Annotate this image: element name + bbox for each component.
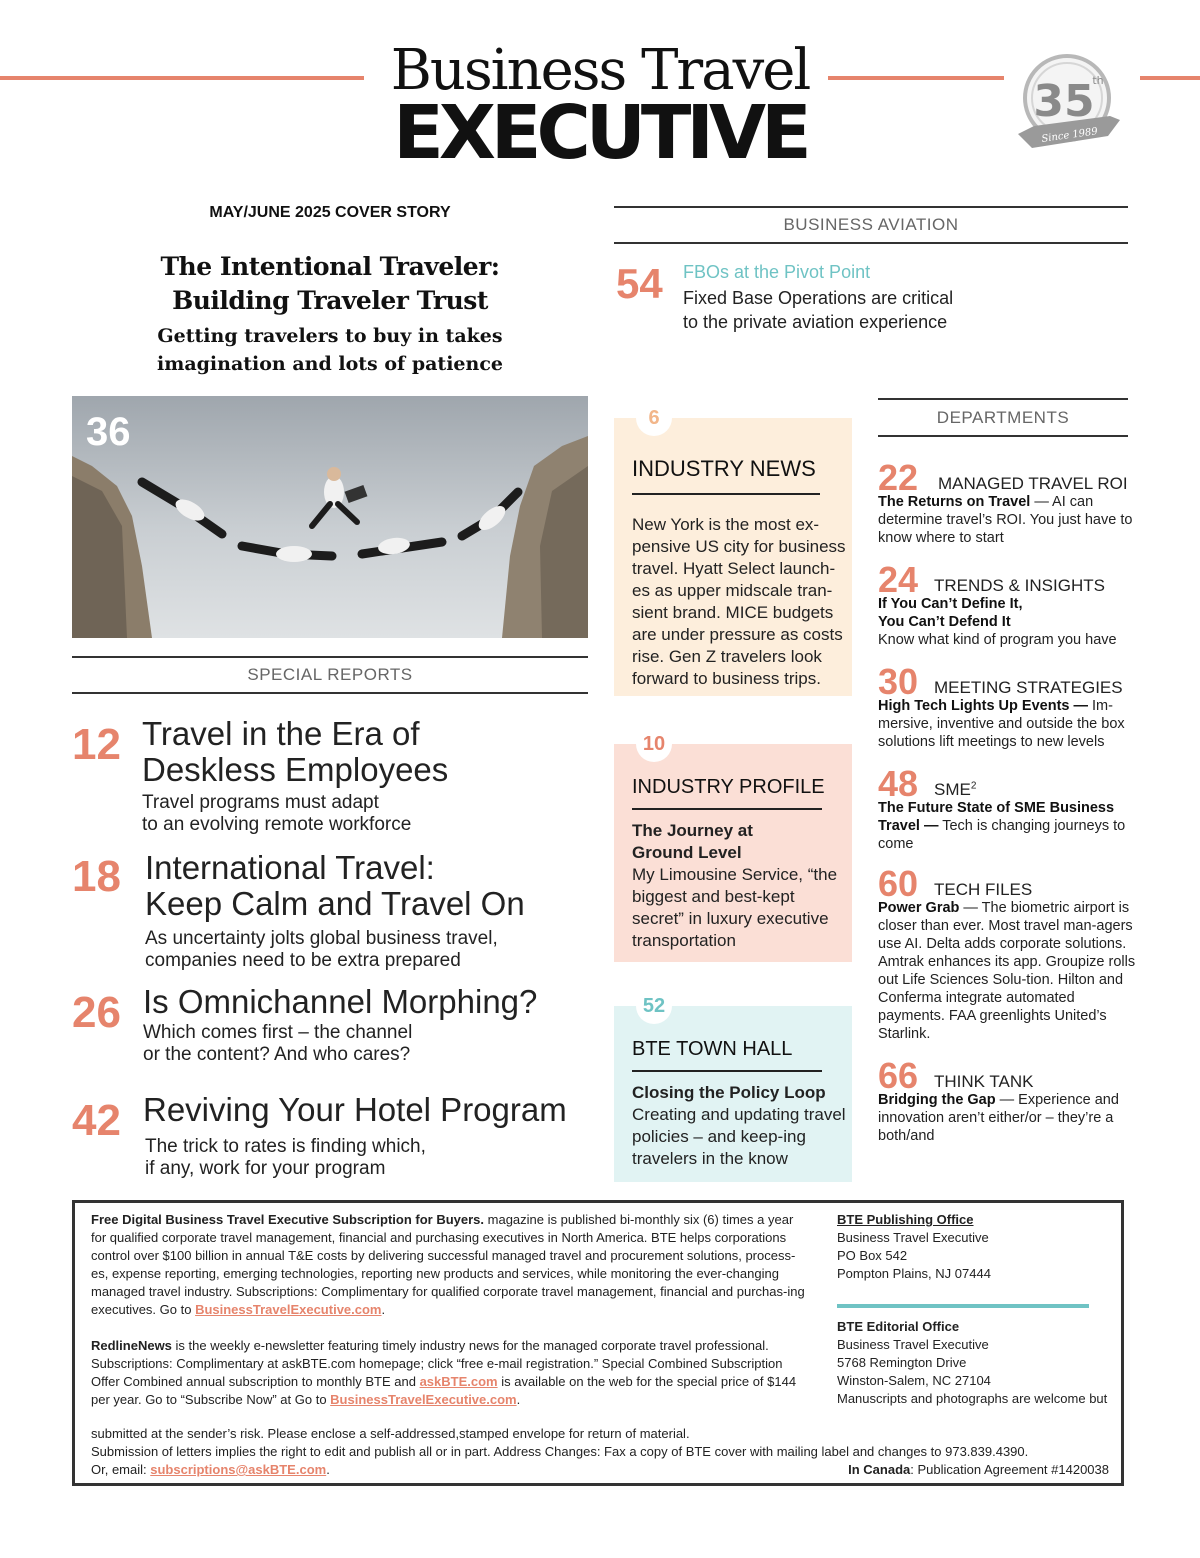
special-report-desc xyxy=(142,792,411,836)
submission-note: Submission of letters implies the right to edit and publish all or in part. Address Changes: Fax a copy of BTE cover with mailing label and changes to 973.839.4390. xyxy=(91,1444,1029,1459)
subscription-paragraph: Free Digital Business Travel Executive Subscription for Buyers. magazine is published bi-monthly six (6) times a year for qualified corporate travel management, financial and purchasing executives in North America. BTE helps corporations control over $100 billion in annual T&E costs by delivering successful managed travel and procurement solutions, process-es, expense reporting, emerging technologies, reporting new products and services, while monitoring the ever-changing managed travel industry. Subscriptions: Complimentary for qualified corporate travel management, financial and purchas-ing executives. Go to BusinessTravelExecutive.com. xyxy=(91,1212,805,1317)
email-link[interactable]: subscriptions@askBTE.com xyxy=(150,1462,327,1477)
business-aviation-article[interactable] xyxy=(614,256,1128,336)
masthead-rule-right xyxy=(828,76,1004,80)
department-desc xyxy=(878,899,1136,1043)
badge-since: Since 1989 xyxy=(1040,126,1099,145)
cover-page-number: 36 xyxy=(86,410,131,454)
business-aviation-desc xyxy=(683,286,953,334)
cover-photo-illustration xyxy=(72,396,588,638)
special-report-title-line2: Keep Calm and Travel On xyxy=(145,885,525,922)
box-body-text: New York is the most ex-pensive US city for business travel. Hyatt Select launch-es as upper midscale tran-sient brand. MICE budgets are under pressure as costs rise. Gen Z travelers look forward to business trips. xyxy=(632,515,846,688)
redline-bold: RedlineNews xyxy=(91,1338,172,1353)
special-report-title-line2: Deskless Employees xyxy=(142,751,449,788)
departments-label: DEPARTMENTS xyxy=(936,408,1070,427)
canada-line xyxy=(848,1461,1109,1479)
cover-title-line1: The Intentional Traveler: xyxy=(160,252,500,281)
department-number: 30 xyxy=(878,661,919,702)
box-bold-title: Closing the Policy Loop xyxy=(632,1083,826,1102)
department-desc xyxy=(878,1091,1136,1145)
box-body-text: Creating and updating travel policies – and keep-ing travelers in the know xyxy=(632,1105,846,1168)
box-heading: INDUSTRY PROFILE xyxy=(632,776,825,798)
special-report-title-line1: International Travel: xyxy=(145,849,435,886)
canada-bold: In Canada xyxy=(848,1462,911,1477)
special-report-desc-line1: Travel programs must adapt xyxy=(142,792,379,813)
department-text: Im-mersive, inventive and outside the box solutions lift meetings to new levels xyxy=(878,698,1125,750)
cover-story-title[interactable] xyxy=(72,250,588,318)
box-page-number: 6 xyxy=(636,400,672,436)
special-reports-rule-top xyxy=(72,656,588,658)
submitted-note: submitted at the sender’s risk. Please enclose a self-addressed,stamped envelope for return of material. xyxy=(91,1426,690,1441)
special-report-number: 42 xyxy=(72,1096,121,1145)
masthead-logo[interactable] xyxy=(380,38,820,176)
anniversary-badge-icon xyxy=(1012,50,1122,160)
subscription-footer xyxy=(72,1200,1124,1486)
box-heading-rule xyxy=(632,808,822,810)
box-page-number: 10 xyxy=(636,726,672,762)
special-report-title-line1: Is Omnichannel Morphing? xyxy=(143,983,538,1020)
special-report-title xyxy=(143,1092,567,1128)
special-report-title-line1: Travel in the Era of xyxy=(142,715,420,752)
askbte-link[interactable]: askBTE.com xyxy=(419,1374,498,1389)
business-aviation-rule-top xyxy=(614,206,1128,208)
masthead-rule-left xyxy=(0,76,364,80)
publishing-office-line: PO Box 542 xyxy=(837,1248,908,1263)
cover-story-subtitle xyxy=(72,322,588,378)
publishing-office xyxy=(837,1211,1117,1283)
cover-story-label: MAY/JUNE 2025 COVER STORY xyxy=(209,204,451,221)
business-aviation-desc-line2: to the private aviation experience xyxy=(683,312,948,332)
department-bold-title: If You Can’t Define It, You Can’t Defend It xyxy=(878,596,1023,630)
editorial-office-line: Business Travel Executive xyxy=(837,1337,989,1352)
redline-text-2: is available on the web for the special price of $144 per year. Go to “Subscribe Now” at Go to xyxy=(91,1374,797,1407)
department-category-text: SME xyxy=(934,780,971,799)
redline-paragraph: RedlineNews is the weekly e-newsletter featuring timely industry news for the managed corporate travel professional. Subscriptions: Complimentary at askBTE.com homepage; click “free e-mail registration.” Special Combined Subscription Offer Combined annual subscription to monthly BTE and askBTE.com is available on the web for the special price of $144 per year. Go to “Subscribe Now” at Go to BusinessTravelExecutive.com. xyxy=(91,1338,797,1407)
special-report-desc-line2: if any, work for your program xyxy=(145,1158,386,1179)
department-desc xyxy=(878,799,1136,853)
subscription-text: magazine is published bi-monthly six (6) times a year for qualified corporate travel management, financial and purchasing executives in North America. BTE helps corporations control over $100 billion in annual T&E costs by delivering successful managed travel and procurement solutions, process-es, expense reporting, emerging technologies, reporting new products and services, while monitoring the ever-changing managed travel industry. Subscriptions: Complimentary for qualified corporate travel management, financial and purchas-ing executives. Go to xyxy=(91,1212,805,1317)
department-number: 24 xyxy=(878,559,919,600)
box-bold-line2: Ground Level xyxy=(632,843,742,862)
publishing-office-title: BTE Publishing Office xyxy=(837,1212,974,1227)
department-number: 48 xyxy=(878,763,919,804)
special-report-42[interactable] xyxy=(72,1092,592,1182)
special-report-desc xyxy=(145,1136,426,1180)
editorial-office-title: BTE Editorial Office xyxy=(837,1319,960,1334)
special-report-desc-line2: or the content? And who cares? xyxy=(143,1044,411,1065)
box-page-number: 52 xyxy=(636,988,672,1024)
special-report-desc-line1: The trick to rates is finding which, xyxy=(145,1136,426,1157)
email-prefix: Or, email: xyxy=(91,1462,151,1477)
redline-text: is the weekly e-newsletter featuring timely industry news for the managed corporate travel professional. Subscriptions: Complimentary at askBTE.com homepage; click “free e-mail registration.” Special Combined Subscription Offer Combined annual subscription to monthly BTE and xyxy=(91,1338,783,1389)
special-reports-label: SPECIAL REPORTS xyxy=(247,665,413,684)
department-bold-title: The Returns on Travel xyxy=(878,494,1031,510)
editorial-office xyxy=(837,1318,1123,1408)
department-60[interactable] xyxy=(878,863,1138,1046)
canada-text: : Publication Agreement #1420038 xyxy=(910,1462,1109,1477)
department-66[interactable] xyxy=(878,1055,1138,1150)
department-category: TRENDS & INSIGHTS xyxy=(934,576,1105,595)
department-text: — Experience and innovation aren’t either/or – they’re a both/and xyxy=(878,1092,1119,1144)
box-heading-rule xyxy=(632,493,820,495)
department-category-sup: 2 xyxy=(970,780,977,792)
editorial-office-line: Manuscripts and photographs are welcome but xyxy=(837,1391,1108,1406)
special-report-title xyxy=(142,716,448,788)
special-reports-rule-bottom xyxy=(72,692,588,694)
box-bold-line1: The Journey at xyxy=(632,821,753,840)
bte-town-hall-box[interactable] xyxy=(614,995,852,1182)
business-aviation-number: 54 xyxy=(616,260,663,307)
cover-subtitle-line2: imagination and lots of patience xyxy=(157,353,503,375)
special-report-desc xyxy=(145,928,498,972)
badge-suffix: th xyxy=(1092,74,1104,87)
business-aviation-rule-bottom xyxy=(614,242,1128,244)
industry-news-box[interactable] xyxy=(614,407,852,696)
box-body-text: My Limousine Service, “the biggest and best-kept secret” in luxury executive transportation xyxy=(632,865,838,950)
special-report-desc xyxy=(143,1022,412,1066)
department-category: TECH FILES xyxy=(934,880,1033,899)
department-category xyxy=(934,780,976,800)
special-report-number: 12 xyxy=(72,720,121,769)
box-heading: INDUSTRY NEWS xyxy=(632,456,816,481)
department-text: Tech is changing journeys to come xyxy=(878,818,1126,852)
website-link-2[interactable]: BusinessTravelExecutive.com xyxy=(330,1392,517,1407)
special-report-number: 26 xyxy=(72,988,121,1037)
department-number: 60 xyxy=(878,863,919,904)
department-22[interactable] xyxy=(878,457,1138,552)
box-bold-title xyxy=(632,820,848,864)
department-category: MANAGED TRAVEL ROI xyxy=(938,474,1128,493)
special-report-18[interactable] xyxy=(72,850,592,974)
editorial-office-line: 5768 Remington Drive xyxy=(837,1355,967,1370)
business-aviation-title: FBOs at the Pivot Point xyxy=(683,262,871,282)
subscription-bold: Free Digital Business Travel Executive Subscription for Buyers. xyxy=(91,1212,485,1227)
cover-title-line2: Building Traveler Trust xyxy=(172,286,488,315)
department-bold-title: The Future State of SME Business Travel — xyxy=(878,800,1115,834)
special-report-title xyxy=(143,984,537,1020)
department-bold-title: Power Grab xyxy=(878,900,960,916)
industry-profile-box[interactable] xyxy=(614,733,852,962)
masthead-title-bottom: EXECUTIVE xyxy=(393,90,807,176)
cover-photo[interactable] xyxy=(72,396,588,638)
department-text: — AI can determine travel’s ROI. You just have to know where to start xyxy=(878,494,1133,546)
department-desc xyxy=(878,697,1136,751)
publishing-office-line: Pompton Plains, NJ 07444 xyxy=(837,1266,991,1281)
box-heading-rule xyxy=(632,1070,822,1072)
department-bold-title: Bridging the Gap xyxy=(878,1092,996,1108)
special-report-title xyxy=(145,850,525,922)
email-line: Or, email: subscriptions@askBTE.com. xyxy=(91,1462,330,1477)
special-report-desc-line1: As uncertainty jolts global business travel, xyxy=(145,928,498,949)
department-30[interactable] xyxy=(878,661,1138,756)
departments-rule-top xyxy=(878,398,1128,400)
office-divider xyxy=(837,1304,1089,1308)
business-aviation-label: BUSINESS AVIATION xyxy=(783,215,959,234)
special-report-desc-line1: Which comes first – the channel xyxy=(143,1022,413,1043)
masthead-title-top: Business Travel xyxy=(390,38,810,103)
department-number: 22 xyxy=(878,457,919,498)
masthead-rule-far-right xyxy=(1140,76,1200,80)
department-category: MEETING STRATEGIES xyxy=(934,678,1123,697)
box-heading: BTE TOWN HALL xyxy=(632,1038,793,1060)
website-link[interactable]: BusinessTravelExecutive.com xyxy=(195,1302,382,1317)
department-number: 66 xyxy=(878,1055,919,1096)
department-desc xyxy=(878,595,1136,649)
department-category: THINK TANK xyxy=(934,1072,1034,1091)
business-aviation-desc-line1: Fixed Base Operations are critical xyxy=(683,288,954,308)
special-report-12[interactable] xyxy=(72,716,592,840)
special-report-number: 18 xyxy=(72,852,121,901)
special-report-desc-line2: companies need to be extra prepared xyxy=(145,950,461,971)
editorial-office-line: Winston-Salem, NC 27104 xyxy=(837,1373,991,1388)
badge-number: 35 xyxy=(1033,76,1095,127)
publishing-office-line: Business Travel Executive xyxy=(837,1230,989,1245)
departments-rule-bottom xyxy=(878,435,1128,437)
special-report-26[interactable] xyxy=(72,984,592,1074)
department-desc xyxy=(878,493,1136,547)
special-report-desc-line2: to an evolving remote workforce xyxy=(142,814,412,835)
department-48[interactable] xyxy=(878,763,1138,858)
department-text: — The biometric airport is closer than ever. Most travel man-agers use AI. Delta adds corporate solutions. Amtrak enhances its app. Groupize rolls out Life Sciences Solu-tion. Hilton and Conferma integrate automated payments. FAA greenlights United’s Starlink. xyxy=(878,900,1136,1042)
anniversary-badge xyxy=(1012,50,1122,160)
department-text: Know what kind of program you have xyxy=(878,632,1117,648)
department-24[interactable] xyxy=(878,559,1138,654)
cover-subtitle-line1: Getting travelers to buy in takes xyxy=(157,325,503,347)
special-report-title-line1: Reviving Your Hotel Program xyxy=(143,1091,567,1128)
department-bold-title: High Tech Lights Up Events — xyxy=(878,698,1088,714)
